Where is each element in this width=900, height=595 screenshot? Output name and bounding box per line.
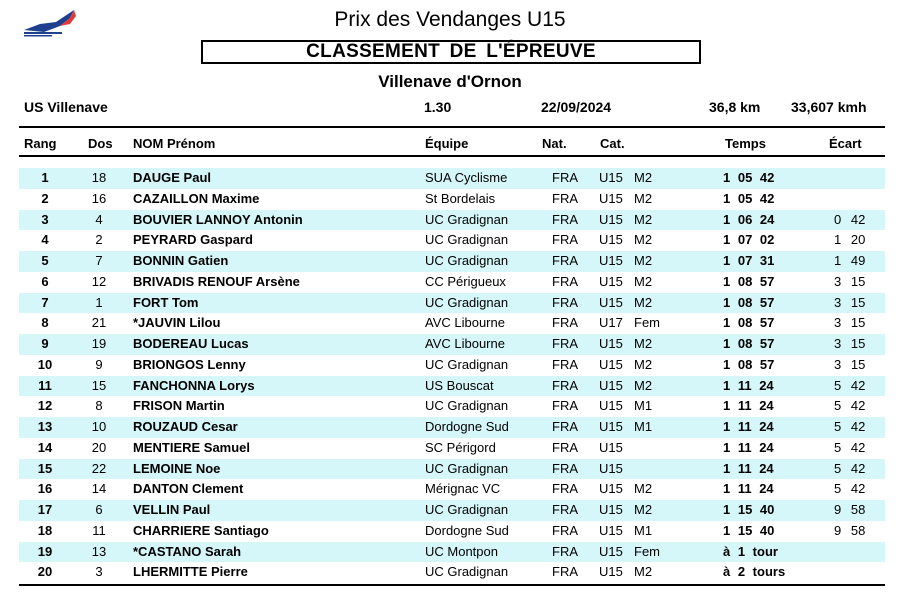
gap-cell: 5 42 [834, 439, 866, 455]
dos-cell: 16 [91, 190, 107, 206]
nationality-cell: FRA [552, 232, 578, 248]
time-cell: 1 11 24 [723, 377, 774, 393]
name-cell: PEYRARD Gaspard [133, 232, 253, 248]
gap-cell: 0 42 [834, 211, 866, 227]
gap-cell: 3 15 [834, 315, 866, 331]
time-cell: 1 11 24 [723, 398, 774, 414]
subcategory-cell: M1 [634, 419, 653, 434]
category-cell: U15 [599, 502, 623, 517]
subcategory-cell: M2 [634, 190, 653, 206]
race-location: Villenave d'Ornon [378, 72, 522, 91]
name-cell: FRISON Martin [133, 398, 225, 414]
team-cell: UC Gradignan [425, 232, 509, 248]
time-cell: 1 08 57 [723, 336, 775, 351]
col-header-nat: Nat. [542, 136, 567, 151]
subcategory-cell: M2 [634, 502, 653, 517]
col-header-dos: Dos [88, 136, 113, 151]
rang-cell: 17 [37, 502, 53, 517]
name-cell: DANTON Clement [133, 481, 244, 497]
rang-cell: 18 [37, 522, 53, 538]
gap-cell: 5 42 [834, 419, 866, 434]
category-cell: U15 [599, 398, 623, 414]
rang-cell: 7 [41, 294, 49, 310]
table-row [19, 210, 885, 231]
nationality-cell: FRA [552, 190, 578, 206]
subcategory-cell: Fem [634, 315, 660, 331]
nationality-cell: FRA [552, 481, 578, 497]
col-header-equipe: Équipe [425, 136, 469, 151]
team-cell: US Bouscat [425, 377, 494, 393]
header-bottom-rule [19, 155, 885, 157]
time-cell: à 2 tours [723, 564, 786, 580]
rang-cell: 15 [37, 460, 53, 476]
dos-cell: 14 [91, 481, 107, 497]
name-cell: BRIVADIS RENOUF Arsène [133, 273, 300, 289]
team-cell: St Bordelais [425, 190, 496, 206]
table-row [19, 396, 885, 417]
time-cell: 1 07 31 [723, 253, 775, 268]
results-table [19, 168, 885, 583]
dos-cell: 1 [95, 294, 103, 310]
name-cell: *CASTANO Sarah [133, 543, 242, 559]
table-row [19, 293, 885, 314]
gap-cell: 5 42 [834, 481, 866, 497]
dos-cell: 6 [95, 502, 103, 517]
team-cell: Dordogne Sud [425, 522, 509, 538]
category-cell: U17 [599, 315, 623, 331]
table-row [19, 562, 885, 583]
time-cell: 1 08 57 [723, 294, 775, 310]
nationality-cell: FRA [552, 211, 578, 227]
gap-cell: 5 42 [834, 398, 866, 414]
nationality-cell: FRA [552, 460, 578, 476]
time-cell: 1 08 57 [723, 273, 775, 289]
rang-cell: 6 [41, 273, 49, 289]
page-title: Prix des Vendanges U15 [334, 8, 566, 31]
nationality-cell: FRA [552, 273, 578, 289]
classement-banner: CLASSEMENT DE L'ÉPREUVE [201, 40, 701, 64]
time-cell: 1 11 24 [723, 481, 774, 497]
subcategory-cell: M2 [634, 481, 653, 497]
category-cell: U15 [599, 522, 623, 538]
nationality-cell: FRA [552, 377, 578, 393]
time-cell: 1 11 24 [723, 460, 774, 476]
time-cell: 1 11 24 [723, 439, 774, 455]
rang-cell: 16 [37, 481, 53, 497]
category-cell: U15 [599, 377, 623, 393]
dos-cell: 13 [91, 543, 107, 559]
dos-cell: 22 [91, 460, 107, 476]
table-row [19, 334, 885, 355]
subcategory-cell: M1 [634, 522, 653, 538]
rang-cell: 9 [41, 336, 49, 351]
team-cell: CC Périgueux [425, 273, 506, 289]
rang-cell: 20 [37, 564, 53, 580]
subcategory-cell: M2 [634, 336, 653, 351]
table-row [19, 438, 885, 459]
subcategory-cell: M2 [634, 356, 653, 372]
category-cell: U15 [599, 211, 623, 227]
subcategory-cell: M2 [634, 170, 653, 185]
name-cell: VELLIN Paul [133, 502, 211, 517]
nationality-cell: FRA [552, 439, 578, 455]
name-cell: *JAUVIN Lilou [133, 315, 221, 331]
name-cell: DAUGE Paul [133, 170, 212, 185]
category-cell: U15 [599, 356, 623, 372]
nationality-cell: FRA [552, 315, 578, 331]
category-cell: U15 [599, 190, 623, 206]
col-header-rang: Rang [24, 136, 57, 151]
subcategory-cell: M2 [634, 564, 653, 580]
category-cell: U15 [599, 336, 623, 351]
nationality-cell: FRA [552, 419, 578, 434]
gap-cell: 9 58 [834, 522, 866, 538]
dos-cell: 12 [91, 273, 107, 289]
category-cell: U15 [599, 564, 623, 580]
dos-cell: 20 [91, 439, 107, 455]
subcategory-cell: M2 [634, 294, 653, 310]
subcategory-cell: M1 [634, 398, 653, 414]
nationality-cell: FRA [552, 398, 578, 414]
race-date: 22/09/2024 [541, 99, 612, 115]
dos-cell: 11 [92, 522, 106, 538]
subcategory-cell: M2 [634, 232, 653, 248]
race-distance: 36,8 km [709, 99, 761, 115]
team-cell: UC Gradignan [425, 398, 509, 414]
name-cell: BRIONGOS Lenny [133, 356, 246, 372]
gap-cell: 3 15 [834, 336, 866, 351]
name-cell: MENTIERE Samuel [133, 439, 251, 455]
name-cell: CAZAILLON Maxime [133, 190, 260, 206]
rang-cell: 19 [37, 543, 53, 559]
race-code: 1.30 [424, 99, 452, 115]
table-row [19, 500, 885, 521]
nationality-cell: FRA [552, 543, 578, 559]
time-cell: 1 15 40 [723, 522, 775, 538]
table-row [19, 542, 885, 563]
organizer: US Villenave [24, 99, 108, 115]
category-cell: U15 [599, 294, 623, 310]
nationality-cell: FRA [552, 522, 578, 538]
name-cell: ROUZAUD Cesar [133, 419, 238, 434]
category-cell: U15 [599, 232, 623, 248]
nationality-cell: FRA [552, 294, 578, 310]
time-cell: à 1 tour [723, 543, 778, 559]
subcategory-cell: Fem [634, 543, 660, 559]
time-cell: 1 15 40 [723, 502, 775, 517]
name-cell: BODEREAU Lucas [133, 336, 249, 351]
team-cell: AVC Libourne [425, 336, 505, 351]
nationality-cell: FRA [552, 253, 578, 268]
table-row [19, 272, 885, 293]
name-cell: BOUVIER LANNOY Antonin [133, 211, 303, 227]
gap-cell: 3 15 [834, 356, 866, 372]
gap-cell: 9 58 [834, 502, 866, 517]
nationality-cell: FRA [552, 170, 578, 185]
dos-cell: 19 [91, 336, 107, 351]
subcategory-cell: M2 [634, 377, 653, 393]
table-row [19, 355, 885, 376]
rang-cell: 3 [41, 211, 49, 227]
gap-cell: 1 49 [834, 253, 866, 268]
table-row [19, 376, 885, 397]
nationality-cell: FRA [552, 502, 578, 517]
average-speed: 33,607 kmh [791, 99, 867, 115]
team-cell: UC Gradignan [425, 460, 509, 476]
category-cell: U15 [599, 273, 623, 289]
rang-cell: 2 [41, 190, 49, 206]
subcategory-cell: M2 [634, 273, 653, 289]
team-cell: Mérignac VC [425, 481, 501, 497]
dos-cell: 3 [95, 564, 103, 580]
category-cell: U15 [599, 253, 623, 268]
nationality-cell: FRA [552, 356, 578, 372]
table-row [19, 251, 885, 272]
col-header-nom: NOM Prénom [133, 136, 216, 151]
rang-cell: 12 [37, 398, 53, 414]
table-row [19, 189, 885, 210]
dos-cell: 7 [95, 253, 103, 268]
dos-cell: 2 [95, 232, 103, 248]
team-cell: UC Montpon [425, 543, 498, 559]
rang-cell: 13 [37, 419, 53, 434]
gap-cell: 3 15 [834, 294, 866, 310]
name-cell: FANCHONNA Lorys [133, 377, 255, 393]
team-cell: Dordogne Sud [425, 419, 509, 434]
gap-cell: 3 15 [834, 273, 866, 289]
dos-cell: 10 [91, 419, 107, 434]
dos-cell: 8 [95, 398, 103, 414]
category-cell: U15 [599, 419, 623, 434]
time-cell: 1 07 02 [723, 232, 775, 248]
gap-cell: 5 42 [834, 377, 866, 393]
table-row [19, 168, 885, 189]
rang-cell: 4 [41, 232, 49, 248]
name-cell: CHARRIERE Santiago [133, 522, 269, 538]
time-cell: 1 05 42 [723, 190, 775, 206]
category-cell: U15 [599, 543, 623, 559]
name-cell: LEMOINE Noe [133, 460, 221, 476]
rang-cell: 10 [37, 356, 53, 372]
time-cell: 1 08 57 [723, 356, 775, 372]
col-header-temps: Temps [725, 136, 766, 151]
col-header-cat: Cat. [600, 136, 625, 151]
category-cell: U15 [599, 481, 623, 497]
category-cell: U15 [599, 460, 623, 476]
nationality-cell: FRA [552, 336, 578, 351]
table-row [19, 417, 885, 438]
header-top-rule [19, 126, 885, 128]
time-cell: 1 08 57 [723, 315, 775, 331]
dos-cell: 9 [95, 356, 103, 372]
table-row [19, 459, 885, 480]
rang-cell: 8 [41, 315, 49, 331]
team-cell: AVC Libourne [425, 315, 505, 331]
table-row [19, 521, 885, 542]
gap-cell: 1 20 [834, 232, 866, 248]
subcategory-cell: M2 [634, 211, 653, 227]
col-header-ecart: Écart [829, 136, 862, 151]
team-cell: UC Gradignan [425, 564, 509, 580]
name-cell: FORT Tom [133, 294, 199, 310]
time-cell: 1 06 24 [723, 211, 775, 227]
name-cell: BONNIN Gatien [133, 253, 229, 268]
team-cell: SUA Cyclisme [425, 170, 508, 185]
dos-cell: 18 [91, 170, 107, 185]
rang-cell: 5 [41, 253, 49, 268]
team-cell: UC Gradignan [425, 356, 509, 372]
team-cell: UC Gradignan [425, 294, 509, 310]
rang-cell: 1 [41, 170, 49, 185]
table-row [19, 479, 885, 500]
table-bottom-rule [19, 584, 885, 586]
team-cell: UC Gradignan [425, 253, 509, 268]
time-cell: 1 05 42 [723, 170, 775, 185]
time-cell: 1 11 24 [723, 419, 774, 434]
team-cell: SC Périgord [425, 439, 496, 455]
category-cell: U15 [599, 170, 623, 185]
rang-cell: 14 [37, 439, 53, 455]
nationality-cell: FRA [552, 564, 578, 580]
team-cell: UC Gradignan [425, 502, 509, 517]
name-cell: LHERMITTE Pierre [133, 564, 248, 580]
dos-cell: 15 [91, 377, 107, 393]
category-cell: U15 [599, 439, 623, 455]
rang-cell: 11 [38, 377, 52, 393]
gap-cell: 5 42 [834, 460, 866, 476]
table-row [19, 313, 885, 334]
subcategory-cell: M2 [634, 253, 653, 268]
table-row [19, 230, 885, 251]
dos-cell: 21 [91, 315, 107, 331]
team-cell: UC Gradignan [425, 211, 509, 227]
dos-cell: 4 [95, 211, 103, 227]
